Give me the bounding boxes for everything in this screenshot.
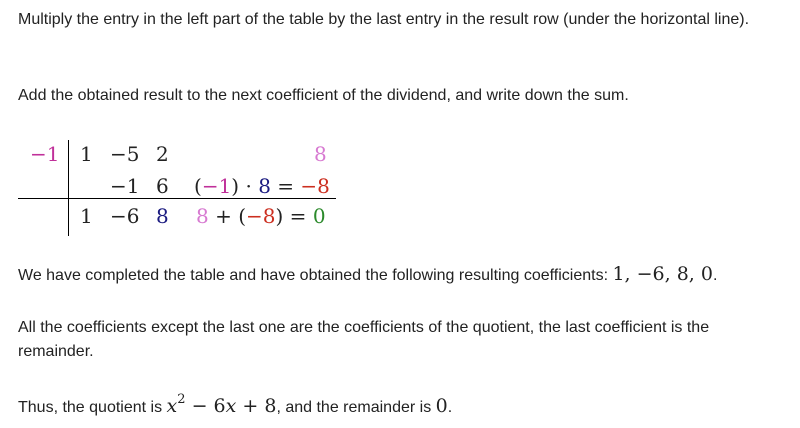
instruction-add: Add the obtained result to the next coefficient of the dividend, and write down the sum. (18, 87, 629, 104)
instruction-multiply: Multiply the entry in the left part of the table by the last entry in the result row (under the horizontal line). (18, 11, 750, 28)
divisor: −1 (30, 142, 60, 166)
row2-eight: 8 (258, 174, 271, 198)
row2-factor: −1 (201, 174, 232, 198)
vertical-divider (68, 140, 69, 236)
coefficients-list: 1, −6, 8, 0 (612, 263, 713, 285)
quotient-explanation: All the coefficients except the last one are the coefficients of the quotient, the last coefficient is the remainder. (18, 319, 710, 360)
row1-coef-4: 8 (314, 142, 327, 166)
synthetic-division-table (18, 136, 338, 236)
horizontal-divider (18, 198, 336, 199)
row2-value-2: 6 (156, 174, 169, 198)
row2-result: −8 (300, 174, 330, 198)
remainder-value: 0 (435, 395, 448, 417)
conclusion-sentence: Thus, the quotient is $x^2 - 6x + 8$, and the remainder is 0. (18, 392, 453, 417)
row2-expression: (−1) · 8 = −8 (194, 174, 330, 198)
coefficients-sentence: We have completed the table and have obtained the following resulting coefficients: 1, −6, 8, 0. (18, 263, 718, 285)
row1-coef-2: −5 (110, 142, 140, 166)
row1-coef-1: 1 (80, 142, 93, 166)
row3-expression: 8 + (−8) = 0 (196, 204, 326, 228)
row3-value-1: 1 (80, 204, 93, 228)
row3-remainder: 0 (312, 204, 326, 228)
row3-value-3: 8 (156, 204, 169, 228)
row3-value-2: −6 (110, 204, 140, 228)
row2-value-1: −1 (110, 174, 140, 198)
row1-coef-3: 2 (156, 142, 169, 166)
